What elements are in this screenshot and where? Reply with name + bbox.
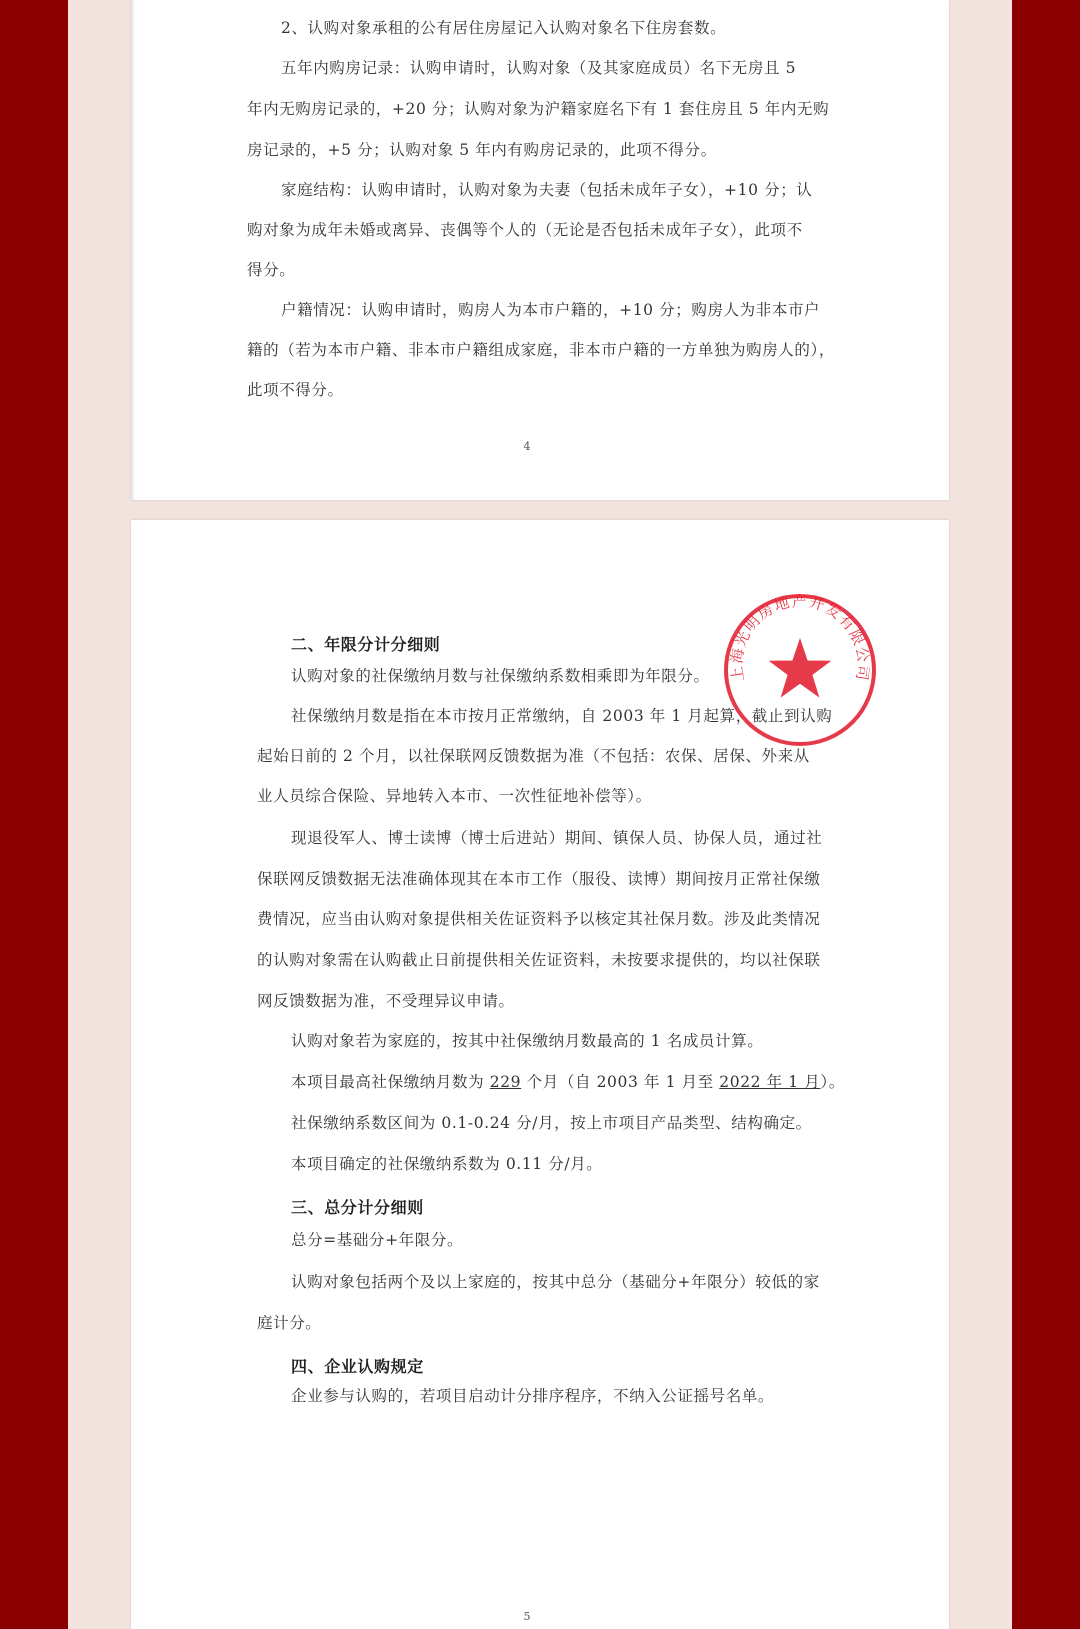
paragraph-years-score-definition: 认购对象的社保缴纳月数与社保缴纳系数相乘即为年限分。 [291, 667, 710, 685]
section-heading-total-score: 三、总分计分细则 [291, 1198, 424, 1217]
paragraph-special-cases-line4: 的认购对象需在认购截止日前提供相关佐证资料，未按要求提供的，均以社保联 [257, 951, 821, 969]
max-months-value: 229 [489, 1073, 522, 1091]
paragraph-max-months: 本项目最高社保缴纳月数为 229 个月（自 2003 年 1 月至 2022 年 1 月）。 [291, 1073, 845, 1091]
paragraph-coefficient-value: 本项目确定的社保缴纳系数为 0.11 分/月。 [291, 1155, 603, 1173]
paragraph-rented-housing: 2、认购对象承租的公有居住房屋记入认购对象名下住房套数。 [281, 19, 727, 37]
paragraph-family-structure-line1: 家庭结构：认购申请时，认购对象为夫妻（包括未成年子女），+10 分；认 [281, 181, 813, 199]
page-number: 4 [523, 440, 531, 453]
paragraph-special-cases-line1: 现退役军人、博士读博（博士后进站）期间、镇保人员、协保人员，通过社 [291, 829, 823, 847]
paragraph-household-line1: 户籍情况：认购申请时，购房人为本市户籍的，+10 分；购房人为非本市户 [281, 301, 821, 319]
document-page-4 [131, 0, 949, 500]
paragraph-purchase-record-line2: 年内无购房记录的，+20 分；认购对象为沪籍家庭名下有 1 套住房且 5 年内无购 [247, 100, 830, 118]
paragraph-family-structure-line3: 得分。 [247, 261, 296, 279]
paragraph-purchase-record-line3: 房记录的，+5 分；认购对象 5 年内有购房记录的，此项不得分。 [247, 141, 717, 159]
section-heading-enterprise: 四、企业认购规定 [291, 1357, 424, 1376]
svg-text:上海光明房地产开发有限公司: 上海光明房地产开发有限公司 [727, 592, 873, 683]
section-heading-years-score: 二、年限分计分细则 [291, 635, 441, 654]
paragraph-special-cases-line5: 网反馈数据为准，不受理异议申请。 [257, 992, 515, 1010]
end-date-value: 2022 年 1 月 [719, 1073, 821, 1091]
page-edge-shadow [131, 0, 135, 500]
paragraph-coefficient-range: 社保缴纳系数区间为 0.1-0.24 分/月，按上市项目产品类型、结构确定。 [291, 1114, 812, 1132]
paragraph-family-structure-line2: 购对象为成年未婚或离异、丧偶等个人的（无论是否包括未成年子女），此项不 [247, 221, 803, 239]
paragraph-enterprise-rule: 企业参与认购的，若项目启动计分排序程序，不纳入公证摇号名单。 [291, 1387, 775, 1405]
paragraph-months-line1: 社保缴纳月数是指在本市按月正常缴纳，自 2003 年 1 月起算，截止到认购 [291, 707, 833, 725]
page-number: 5 [523, 1610, 531, 1623]
paragraph-multi-family-line1: 认购对象包括两个及以上家庭的，按其中总分（基础分+年限分）较低的家 [291, 1273, 820, 1291]
paragraph-special-cases-line3: 费情况，应当由认购对象提供相关佐证资料予以核定其社保月数。涉及此类情况 [257, 910, 821, 928]
paragraph-household-line3: 此项不得分。 [247, 381, 344, 399]
paragraph-total-formula: 总分=基础分+年限分。 [291, 1231, 464, 1249]
paragraph-household-line2: 籍的（若为本市户籍、非本市户籍组成家庭，非本市户籍的一方单独为购房人的）， [247, 341, 835, 359]
paragraph-family-rule: 认购对象若为家庭的，按其中社保缴纳月数最高的 1 名成员计算。 [291, 1032, 764, 1050]
paragraph-months-line3: 业人员综合保险、异地转入本市、一次性征地补偿等）。 [257, 787, 652, 805]
paragraph-multi-family-line2: 庭计分。 [257, 1314, 322, 1332]
paragraph-months-line2: 起始日前的 2 个月，以社保联网反馈数据为准（不包括：农保、居保、外来从 [257, 747, 810, 765]
company-seal-stamp [720, 590, 880, 750]
seal-star-icon [769, 638, 832, 698]
paragraph-purchase-record-line1: 五年内购房记录：认购申请时，认购对象（及其家庭成员）名下无房且 5 [281, 59, 797, 77]
paragraph-special-cases-line2: 保联网反馈数据无法准确体现其在本市工作（服役、读博）期间按月正常社保缴 [257, 870, 821, 888]
